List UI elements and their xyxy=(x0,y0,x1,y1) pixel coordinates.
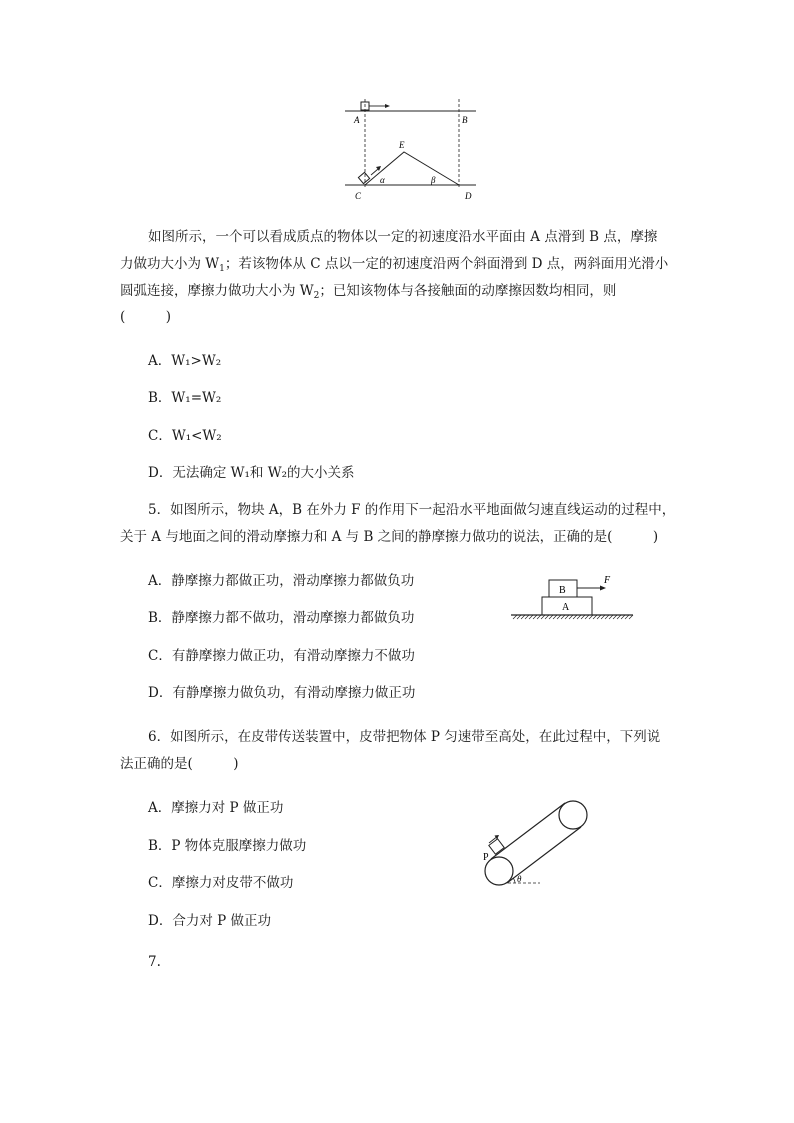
label-C: C xyxy=(355,191,362,201)
lower-pulley xyxy=(485,857,513,885)
label-theta: θ xyxy=(517,874,522,884)
velocity-arrowhead-top xyxy=(385,104,390,108)
label-E: E xyxy=(399,140,405,150)
velocity-arrowhead-P xyxy=(495,835,500,840)
q5-option-C: C．有静摩擦力做正功，有滑动摩擦力不做功 xyxy=(148,648,415,664)
q4-stem-line-2-b: ；若该物体从 C 点以一定的初速度沿两个斜面滑到 D 点，两斜面用光滑小 xyxy=(224,256,669,272)
q6-option-D: D．合力对 P 做正功 xyxy=(148,913,271,929)
q5-option-A: A．静摩擦力都做正功，滑动摩擦力都做负功 xyxy=(148,573,415,589)
q4-stem-line-4: ( ) xyxy=(120,309,172,325)
label-beta: β xyxy=(431,175,436,185)
q6-stem-line-2: 法正确的是( ) xyxy=(120,756,239,772)
q4-stem-line-3-a: 圆弧连接，摩擦力做功大小为 W xyxy=(120,283,314,299)
q4-stem-line-2 xyxy=(120,255,668,278)
label-F: F xyxy=(604,575,611,586)
q6-stem-line-1: 6．如图所示，在皮带传送装置中，皮带把物体 P 匀速带至高处，在此过程中，下列说 xyxy=(148,729,661,745)
belt-top xyxy=(491,803,565,859)
force-arrowhead xyxy=(600,586,606,591)
q4-stem-line-3-b: ；已知该物体与各接触面的动摩擦因数均相同，则 xyxy=(319,283,617,299)
belt-conveyor-figure xyxy=(478,792,603,892)
q5-stem-line-2: 关于 A 与地面之间的滑动摩擦力和 A 与 B 之间的静摩擦力做功的说法，正确的是( ) xyxy=(120,529,659,545)
label-A: A xyxy=(354,115,360,125)
q4-stem-line-3-sub: 2 xyxy=(313,291,320,301)
q4-stem-line-2-a: 力做功大小为 W xyxy=(120,256,220,272)
friction-work-figure xyxy=(340,95,490,207)
upper-pulley xyxy=(559,801,587,829)
q4-stem-line-3 xyxy=(120,282,616,305)
label-D: D xyxy=(465,191,472,201)
q6-option-C: C．摩擦力对皮带不做功 xyxy=(148,875,294,891)
label-block-B: B xyxy=(559,585,566,596)
q5-option-D: D．有静摩擦力做负功，有滑动摩擦力做正功 xyxy=(148,685,416,701)
q6-option-B: B．P 物体克服摩擦力做功 xyxy=(148,838,307,854)
q4-option-C: C．W₁<W₂ xyxy=(148,428,222,444)
angle-arc xyxy=(514,879,516,884)
velocity-arrow-incline xyxy=(371,169,378,175)
q5-stem-line-1: 5．如图所示，物块 A，B 在外力 F 的作用下一起沿水平地面做匀速直线运动的过程中， xyxy=(148,502,676,518)
q4-stem-line-1: 如图所示，一个可以看成质点的物体以一定的初速度沿水平面由 A 点滑到 B 点，摩擦 xyxy=(148,229,658,245)
stacked-blocks-figure xyxy=(505,572,640,627)
q7-number: 7. xyxy=(148,954,161,970)
q5-option-B: B．静摩擦力都不做功，滑动摩擦力都做负功 xyxy=(148,610,415,626)
label-P: P xyxy=(483,852,489,863)
label-B: B xyxy=(462,115,468,125)
q4-option-B: B．W₁=W₂ xyxy=(148,390,222,406)
q4-option-A: A．W₁>W₂ xyxy=(148,353,222,369)
q6-option-A: A．摩擦力对 P 做正功 xyxy=(148,800,284,816)
label-alpha: α xyxy=(380,175,385,185)
label-block-A: A xyxy=(562,602,570,613)
q4-option-D: D．无法确定 W₁和 W₂的大小关系 xyxy=(148,465,355,481)
q4-stem-line-2-sub: 1 xyxy=(219,264,225,274)
